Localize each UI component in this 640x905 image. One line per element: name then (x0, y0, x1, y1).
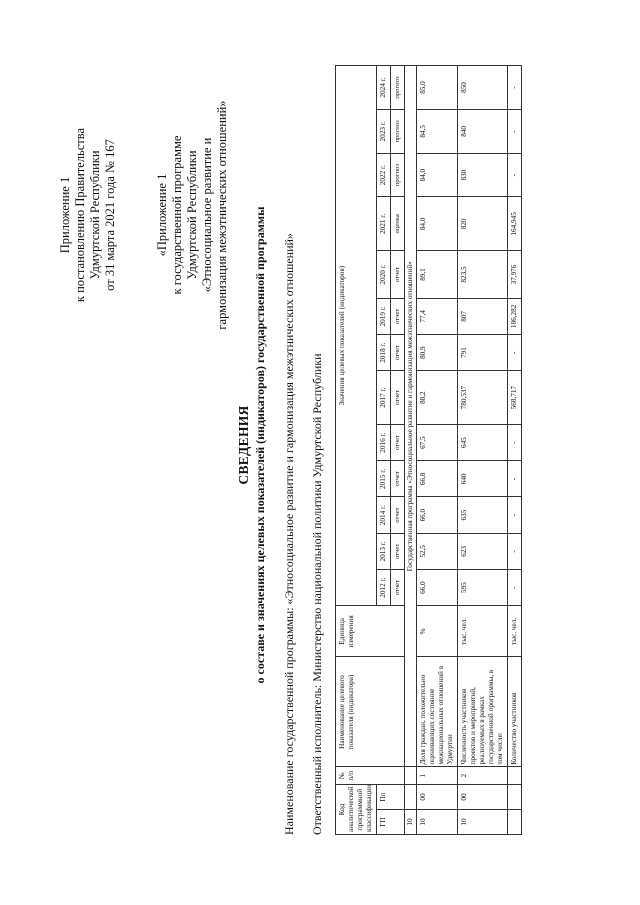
header-pp: Пп (377, 785, 405, 810)
cell-value: 52,5 (417, 533, 458, 569)
header-values: Значения целевых показателей (индикаторов) (336, 66, 377, 606)
cell-value: 66,0 (417, 497, 458, 533)
header-status: отчет (391, 533, 405, 569)
appendix-quote-line: «Приложение 1 (155, 173, 169, 257)
header-num: № п/п (336, 767, 405, 785)
appendix-line: от 31 марта 2021 года № 167 (103, 139, 117, 291)
appendix-line: к постановлению Правительства (73, 127, 87, 303)
cell-value: 164,945 (508, 197, 522, 251)
header-status: прогноз (391, 110, 405, 154)
cell-value: 595 (458, 570, 508, 606)
cell-pp (405, 785, 417, 810)
appendix-quote-line: «Этносоциальное развитие и (200, 137, 214, 293)
cell-pp: 00 (417, 785, 458, 810)
header-status: отчет (391, 497, 405, 533)
cell-gp: 10 (405, 810, 417, 835)
header-status: оценка (391, 197, 405, 251)
header-code: Код аналитической программной классификации (336, 785, 377, 835)
header-status: прогноз (391, 153, 405, 197)
cell-gp (508, 810, 522, 835)
header-status: прогноз (391, 66, 405, 110)
cell-value: 84,5 (417, 110, 458, 154)
table-row (508, 66, 522, 835)
cell-name: Доля граждан, положительно оценивающих состояние межнациональных отношений в Удмуртии (417, 657, 458, 767)
cell-value: - (508, 335, 522, 371)
cell-value: 66,8 (417, 461, 458, 497)
cell-value: 67,5 (417, 425, 458, 461)
cell-value: 89,1 (417, 251, 458, 299)
cell-value: 807 (458, 298, 508, 334)
header-status: отчет (391, 461, 405, 497)
cell-gp: 10 (417, 810, 458, 835)
header-year: 2024 г. (377, 66, 391, 110)
cell-num: 1 (417, 767, 458, 785)
cell-value: 186,282 (508, 298, 522, 334)
cell-value: 791 (458, 335, 508, 371)
cell-value: 37,976 (508, 251, 522, 299)
appendix-block (58, 70, 118, 360)
program-row (405, 66, 417, 835)
cell-gp: 10 (458, 810, 508, 835)
header-year: 2022 г. (377, 153, 391, 197)
cell-value: - (508, 153, 522, 197)
header-name: Наименование целевого показателя (индикатора) (336, 657, 405, 767)
header-year: 2019 г. (377, 298, 391, 334)
header-status: отчет (391, 298, 405, 334)
responsible-executor: Ответственный исполнитель: Министерство национальной политики Удмуртской Республики (310, 353, 324, 835)
cell-value: 640 (458, 461, 508, 497)
cell-value: - (508, 497, 522, 533)
cell-value: 645 (458, 425, 508, 461)
cell-value: 780,537 (458, 371, 508, 425)
appendix-quote-line: Удмуртской Республики (185, 150, 199, 280)
cell-value: 635 (458, 497, 508, 533)
cell-value: 84,0 (417, 153, 458, 197)
header-gp: ГП (377, 810, 405, 835)
document-title: СВЕДЕНИЯ (236, 405, 251, 485)
header-year: 2017 г. (377, 371, 391, 425)
header-year: 2012 г. (377, 570, 391, 606)
cell-value: - (508, 110, 522, 154)
cell-num (508, 767, 522, 785)
table-row (458, 66, 508, 835)
cell-num (405, 767, 417, 785)
cell-unit: тыс. чел. (508, 606, 522, 657)
cell-value: - (508, 570, 522, 606)
indicators-table (335, 65, 522, 835)
program-row-text: Государственная программа «Этносоциальное развитие и гармонизация межэтнических отношений» (405, 66, 417, 768)
table-header-row (336, 66, 377, 835)
cell-pp (508, 785, 522, 810)
cell-value: 840 (458, 110, 508, 154)
cell-unit: % (417, 606, 458, 657)
cell-name: Количество участников (508, 657, 522, 767)
cell-value: - (508, 533, 522, 569)
cell-value: 84,0 (417, 197, 458, 251)
cell-value: 85,0 (417, 66, 458, 110)
header-unit: Единица измерения (336, 606, 405, 657)
appendix-line: Приложение 1 (58, 176, 72, 254)
cell-value: - (508, 66, 522, 110)
header-year: 2013 г. (377, 533, 391, 569)
cell-pp: 00 (458, 785, 508, 810)
cell-value: 820 (458, 197, 508, 251)
header-status: отчет (391, 570, 405, 606)
cell-value: - (508, 425, 522, 461)
header-year: 2014 г. (377, 497, 391, 533)
cell-value: 80,9 (417, 335, 458, 371)
cell-value: 568,717 (508, 371, 522, 425)
cell-name: Численность участников проектов и мероприятий, реализуемых в рамках государственной программы, в том числе: (458, 657, 508, 767)
header-year: 2018 г. (377, 335, 391, 371)
appendix-quote-block (155, 70, 230, 360)
appendix-quote-line: к государственной программе (170, 135, 184, 295)
cell-unit: тыс. чел. (458, 606, 508, 657)
cell-value: 830 (458, 153, 508, 197)
header-year: 2016 г. (377, 425, 391, 461)
header-year: 2020 г. (377, 251, 391, 299)
header-status: отчет (391, 251, 405, 299)
table-row (417, 66, 458, 835)
header-year: 2023 г. (377, 110, 391, 154)
header-status: отчет (391, 371, 405, 425)
header-status: отчет (391, 425, 405, 461)
appendix-line: Удмуртской Республики (88, 150, 102, 280)
header-year: 2021 г. (377, 197, 391, 251)
cell-value: 623 (458, 533, 508, 569)
cell-value: 66,0 (417, 570, 458, 606)
cell-value: 823,5 (458, 251, 508, 299)
cell-value: 77,4 (417, 298, 458, 334)
cell-num: 2 (458, 767, 508, 785)
header-year: 2015 г. (377, 461, 391, 497)
header-status: отчет (391, 335, 405, 371)
cell-value: 88,2 (417, 371, 458, 425)
appendix-quote-line: гармонизация межэтнических отношений» (215, 100, 229, 330)
cell-value: - (508, 461, 522, 497)
cell-value: 850 (458, 66, 508, 110)
program-name: Наименование государственной программы: «Этносоциальное развитие и гармонизация межэтнических отношений» (282, 233, 296, 835)
document-subtitle: о составе и значениях целевых показателей (индикаторов) государственной программы (253, 206, 267, 684)
